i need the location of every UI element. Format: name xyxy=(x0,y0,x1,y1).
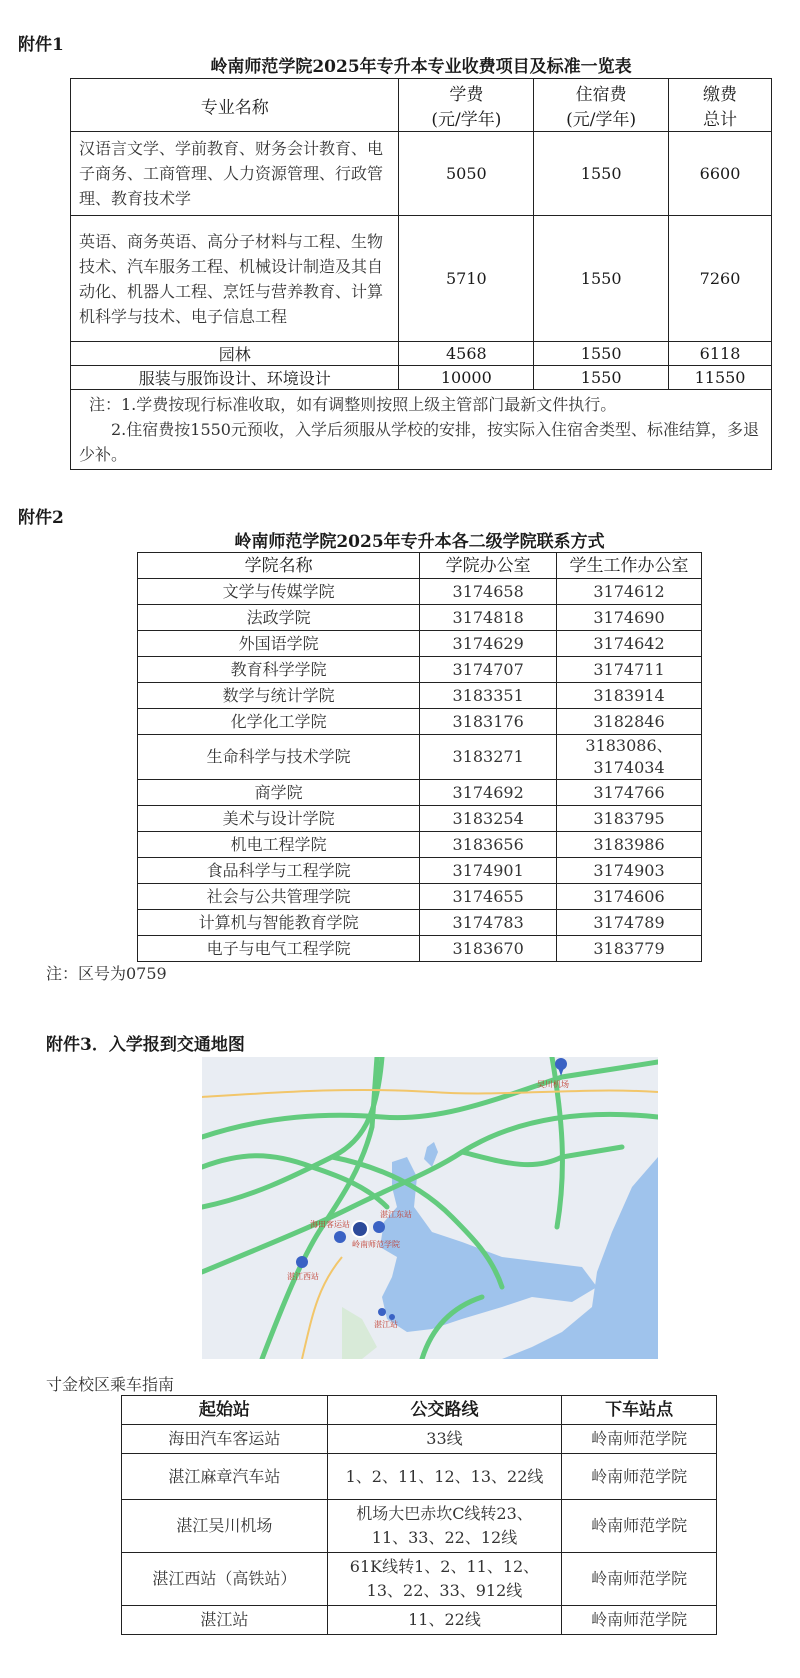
student-office-phone-cell: 3174612 xyxy=(557,579,702,605)
header-stop: 下车站点 xyxy=(562,1396,717,1425)
major-names: 英语、商务英语、高分子材料与工程、生物技术、汽车服务工程、机械设计制造及其自动化、机器人工程、烹饪与营养教育、计算机科学与技术、电子信息工程 xyxy=(71,216,399,342)
header-total: 缴费 总计 xyxy=(669,79,772,132)
attachment-1-label: 附件1 xyxy=(18,35,64,55)
start-station-cell: 湛江站 xyxy=(122,1606,328,1635)
office-phone-cell: 3183254 xyxy=(420,806,557,832)
college-name-cell: 商学院 xyxy=(138,780,420,806)
destination-stop-cell: 岭南师范学院 xyxy=(562,1606,717,1635)
svg-text:湛江西站: 湛江西站 xyxy=(287,1272,319,1281)
contact-table-header xyxy=(138,553,702,579)
start-station-cell: 湛江麻章汽车站 xyxy=(122,1454,328,1500)
bus-guide-title: 寸金校区乘车指南 xyxy=(46,1375,175,1394)
college-name-cell: 电子与电气工程学院 xyxy=(138,936,420,962)
table-row xyxy=(138,579,702,605)
area-code-note: 注：区号为0759 xyxy=(46,964,167,983)
office-phone-cell: 3174658 xyxy=(420,579,557,605)
table-row xyxy=(138,709,702,735)
student-office-phone-cell: 3174766 xyxy=(557,780,702,806)
header-college: 学院名称 xyxy=(138,553,420,579)
svg-text:湛江站: 湛江站 xyxy=(374,1320,398,1329)
table-row xyxy=(71,216,772,342)
college-name-cell: 食品科学与工程学院 xyxy=(138,858,420,884)
bus-route-cell: 61K线转1、2、11、12、13、22、33、912线 xyxy=(327,1553,562,1606)
tuition-cell: 5050 xyxy=(399,132,534,216)
student-office-phone-cell: 3182846 xyxy=(557,709,702,735)
bus-route-cell: 1、2、11、12、13、22线 xyxy=(327,1454,562,1500)
table-row xyxy=(138,806,702,832)
svg-text:岭南师范学院: 岭南师范学院 xyxy=(352,1240,400,1249)
office-phone-cell: 3183656 xyxy=(420,832,557,858)
student-office-phone-cell: 3174789 xyxy=(557,910,702,936)
student-office-phone-cell: 3183779 xyxy=(557,936,702,962)
header-start: 起始站 xyxy=(122,1396,328,1425)
svg-text:吴川机场: 吴川机场 xyxy=(537,1080,569,1089)
office-phone-cell: 3183351 xyxy=(420,683,557,709)
major-names: 服装与服饰设计、环境设计 xyxy=(71,366,399,390)
fee-table-title: 岭南师范学院2025年专升本专业收费项目及标准一览表 xyxy=(210,57,632,77)
bus-route-cell: 机场大巴赤坎C线转23、11、33、22、12线 xyxy=(327,1500,562,1553)
tuition-cell: 5710 xyxy=(399,216,534,342)
start-station-cell: 海田汽车客运站 xyxy=(122,1425,328,1454)
fee-note-1: 注：1.学费按现行标准收取，如有调整则按照上级主管部门最新文件执行。 xyxy=(89,395,617,414)
header-office: 学院办公室 xyxy=(420,553,557,579)
table-row xyxy=(71,132,772,216)
bus-guide-header xyxy=(122,1396,717,1425)
table-row xyxy=(122,1606,717,1635)
office-phone-cell: 3183670 xyxy=(420,936,557,962)
fee-note-2: 2.住宿费按1550元预收，入学后须服从学校的安排，按实际入住宿舍类型、标准结算，多退少补。 xyxy=(79,420,759,464)
office-phone-cell: 3174655 xyxy=(420,884,557,910)
table-row xyxy=(138,832,702,858)
dorm-cell: 1550 xyxy=(534,342,669,366)
start-station-cell: 湛江吴川机场 xyxy=(122,1500,328,1553)
college-name-cell: 数学与统计学院 xyxy=(138,683,420,709)
major-names: 汉语言文学、学前教育、财务会计教育、电子商务、工商管理、人力资源管理、行政管理、教育技术学 xyxy=(71,132,399,216)
header-route: 公交路线 xyxy=(327,1396,562,1425)
bus-guide-table xyxy=(121,1395,717,1635)
office-phone-cell: 3174692 xyxy=(420,780,557,806)
college-name-cell: 外国语学院 xyxy=(138,631,420,657)
table-row xyxy=(122,1454,717,1500)
svg-text:湛江东站: 湛江东站 xyxy=(380,1210,412,1219)
header-tuition: 学费 (元/学年) xyxy=(399,79,534,132)
destination-stop-cell: 岭南师范学院 xyxy=(562,1454,717,1500)
table-row xyxy=(138,936,702,962)
table-row xyxy=(138,884,702,910)
office-phone-cell: 3183271 xyxy=(420,735,557,780)
dorm-cell: 1550 xyxy=(534,216,669,342)
map-graphic xyxy=(202,1057,658,1359)
tuition-cell: 10000 xyxy=(399,366,534,390)
college-name-cell: 社会与公共管理学院 xyxy=(138,884,420,910)
student-office-phone-cell: 3174903 xyxy=(557,858,702,884)
college-name-cell: 教育科学学院 xyxy=(138,657,420,683)
attachment-2-label: 附件2 xyxy=(18,508,64,528)
table-row xyxy=(138,657,702,683)
fee-table-header xyxy=(71,79,772,132)
total-cell: 7260 xyxy=(669,216,772,342)
fee-notes-row xyxy=(71,390,772,470)
destination-stop-cell: 岭南师范学院 xyxy=(562,1500,717,1553)
table-row xyxy=(138,780,702,806)
table-row xyxy=(138,735,702,780)
college-name-cell: 化学化工学院 xyxy=(138,709,420,735)
office-phone-cell: 3183176 xyxy=(420,709,557,735)
student-office-phone-cell: 3174642 xyxy=(557,631,702,657)
college-name-cell: 计算机与智能教育学院 xyxy=(138,910,420,936)
student-office-phone-cell: 3174711 xyxy=(557,657,702,683)
table-row xyxy=(138,683,702,709)
major-names: 园林 xyxy=(71,342,399,366)
table-row xyxy=(138,631,702,657)
header-dorm: 住宿费 (元/学年) xyxy=(534,79,669,132)
contact-table xyxy=(137,552,702,962)
college-name-cell: 机电工程学院 xyxy=(138,832,420,858)
office-phone-cell: 3174818 xyxy=(420,605,557,631)
student-office-phone-cell: 3174606 xyxy=(557,884,702,910)
bus-route-cell: 11、22线 xyxy=(327,1606,562,1635)
fee-notes xyxy=(71,390,772,470)
student-office-phone-cell: 3183914 xyxy=(557,683,702,709)
fee-table xyxy=(70,78,772,470)
college-name-cell: 文学与传媒学院 xyxy=(138,579,420,605)
table-row xyxy=(122,1500,717,1553)
office-phone-cell: 3174901 xyxy=(420,858,557,884)
table-row xyxy=(138,605,702,631)
attachment-3-label: 附件3．入学报到交通地图 xyxy=(46,1035,245,1055)
table-row xyxy=(71,366,772,390)
destination-stop-cell: 岭南师范学院 xyxy=(562,1553,717,1606)
header-student-office: 学生工作办公室 xyxy=(557,553,702,579)
student-office-phone-cell: 3183795 xyxy=(557,806,702,832)
college-name-cell: 法政学院 xyxy=(138,605,420,631)
bus-route-cell: 33线 xyxy=(327,1425,562,1454)
total-cell: 6118 xyxy=(669,342,772,366)
table-row xyxy=(138,910,702,936)
table-row xyxy=(122,1425,717,1454)
student-office-phone-cell: 3183986 xyxy=(557,832,702,858)
table-row xyxy=(138,858,702,884)
table-row xyxy=(71,342,772,366)
office-phone-cell: 3174707 xyxy=(420,657,557,683)
tuition-cell: 4568 xyxy=(399,342,534,366)
college-name-cell: 生命科学与技术学院 xyxy=(138,735,420,780)
office-phone-cell: 3174783 xyxy=(420,910,557,936)
student-office-phone-cell: 3183086、3174034 xyxy=(557,735,702,780)
student-office-phone-cell: 3174690 xyxy=(557,605,702,631)
total-cell: 6600 xyxy=(669,132,772,216)
transport-map xyxy=(202,1057,658,1359)
total-cell: 11550 xyxy=(669,366,772,390)
destination-stop-cell: 岭南师范学院 xyxy=(562,1425,717,1454)
svg-text:海田客运站: 海田客运站 xyxy=(310,1220,350,1229)
college-name-cell: 美术与设计学院 xyxy=(138,806,420,832)
header-major-name: 专业名称 xyxy=(71,79,399,132)
dorm-cell: 1550 xyxy=(534,366,669,390)
contact-table-title: 岭南师范学院2025年专升本各二级学院联系方式 xyxy=(234,532,605,552)
dorm-cell: 1550 xyxy=(534,132,669,216)
start-station-cell: 湛江西站（高铁站） xyxy=(122,1553,328,1606)
table-row xyxy=(122,1553,717,1606)
office-phone-cell: 3174629 xyxy=(420,631,557,657)
